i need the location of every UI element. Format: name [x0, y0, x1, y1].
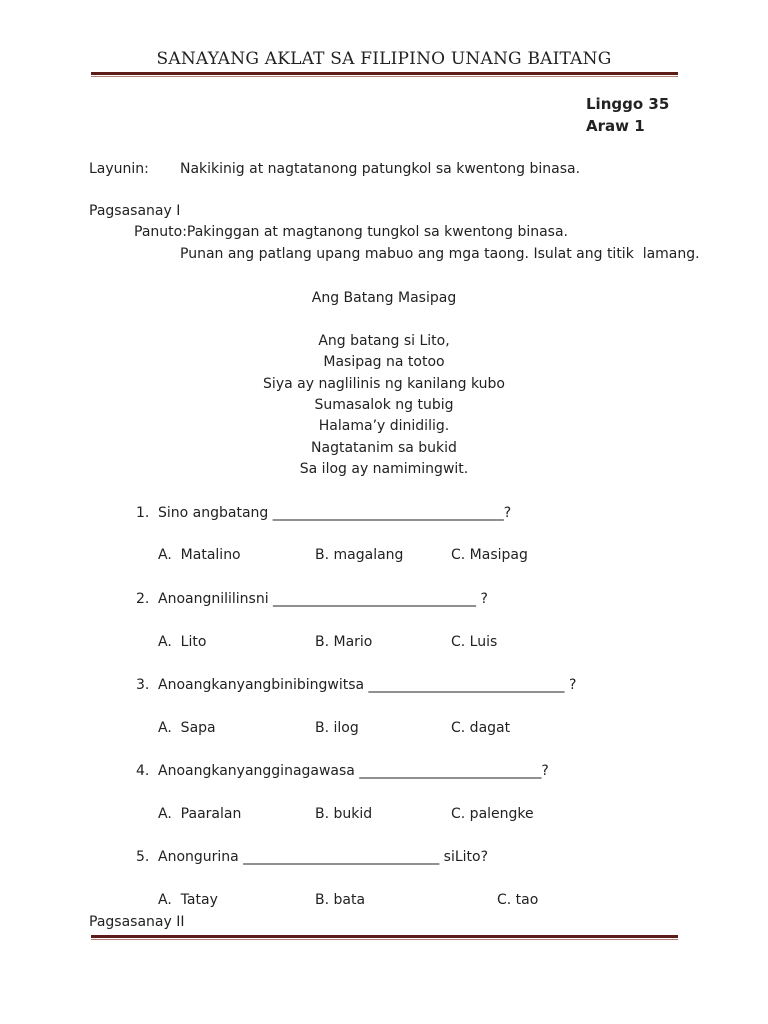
- choice-b: B. bukid: [315, 806, 373, 822]
- page-title: SANAYANG AKLAT SA FILIPINO UNANG BAITANG: [156, 49, 612, 69]
- question-number: 2.: [136, 591, 150, 607]
- choice-a: A. Lito: [158, 634, 207, 650]
- question-text: Anoangkanyangginagawasa __________________________?: [158, 763, 549, 779]
- choice-a: A. Sapa: [158, 720, 216, 736]
- poem-line: Nagtatanim sa bukid: [311, 440, 457, 456]
- poem-line: Siya ay naglilinis ng kanilang kubo: [263, 376, 505, 392]
- poem-line: Ang batang si Lito,: [318, 333, 450, 349]
- poem-title: Ang Batang Masipag: [311, 290, 457, 306]
- poem-line: Sa ilog ay namimingwit.: [299, 461, 469, 477]
- objective-text: Nakikinig at nagtatanong patungkol sa kwentong binasa.: [180, 161, 581, 177]
- choice-c: C. Masipag: [451, 547, 528, 563]
- question-text: Sino angbatang _________________________________?: [158, 505, 512, 521]
- choice-c: C. tao: [497, 892, 539, 908]
- instruction-line-2: Punan ang patlang upang mabuo ang mga taong. Isulat ang titik lamang.: [180, 246, 700, 262]
- exercise-2-title: Pagsasanay II: [89, 914, 185, 930]
- day-label: Araw 1: [586, 117, 645, 135]
- exercise-1-title: Pagsasanay I: [89, 203, 181, 219]
- poem-line: Halama’y dinidilig.: [318, 418, 450, 434]
- question-text: Anongurina ____________________________ siLito?: [158, 849, 489, 865]
- choice-c: C. Luis: [451, 634, 498, 650]
- choice-c: C. dagat: [451, 720, 511, 736]
- question-number: 1.: [136, 505, 150, 521]
- choice-a: A. Matalino: [158, 547, 241, 563]
- objective-label: Layunin:: [89, 161, 149, 177]
- header-divider: [91, 72, 678, 77]
- choice-a: A. Tatay: [158, 892, 218, 908]
- poem-line: Sumasalok ng tubig: [314, 397, 454, 413]
- question-text: Anoangkanyangbinibingwitsa ____________________________ ?: [158, 677, 577, 693]
- week-label: Linggo 35: [586, 95, 670, 113]
- footer-divider: [91, 935, 678, 940]
- question-number: 4.: [136, 763, 150, 779]
- poem-line: Masipag na totoo: [323, 354, 445, 370]
- question-number: 5.: [136, 849, 150, 865]
- question-number: 3.: [136, 677, 150, 693]
- question-text: Anoangnililinsni _____________________________ ?: [158, 591, 488, 607]
- choice-b: B. Mario: [315, 634, 373, 650]
- choice-b: B. magalang: [315, 547, 404, 563]
- instruction-line-1: Panuto:Pakinggan at magtanong tungkol sa kwentong binasa.: [134, 224, 569, 240]
- choice-b: B. ilog: [315, 720, 359, 736]
- choice-b: B. bata: [315, 892, 366, 908]
- choice-a: A. Paaralan: [158, 806, 242, 822]
- choice-c: C. palengke: [451, 806, 534, 822]
